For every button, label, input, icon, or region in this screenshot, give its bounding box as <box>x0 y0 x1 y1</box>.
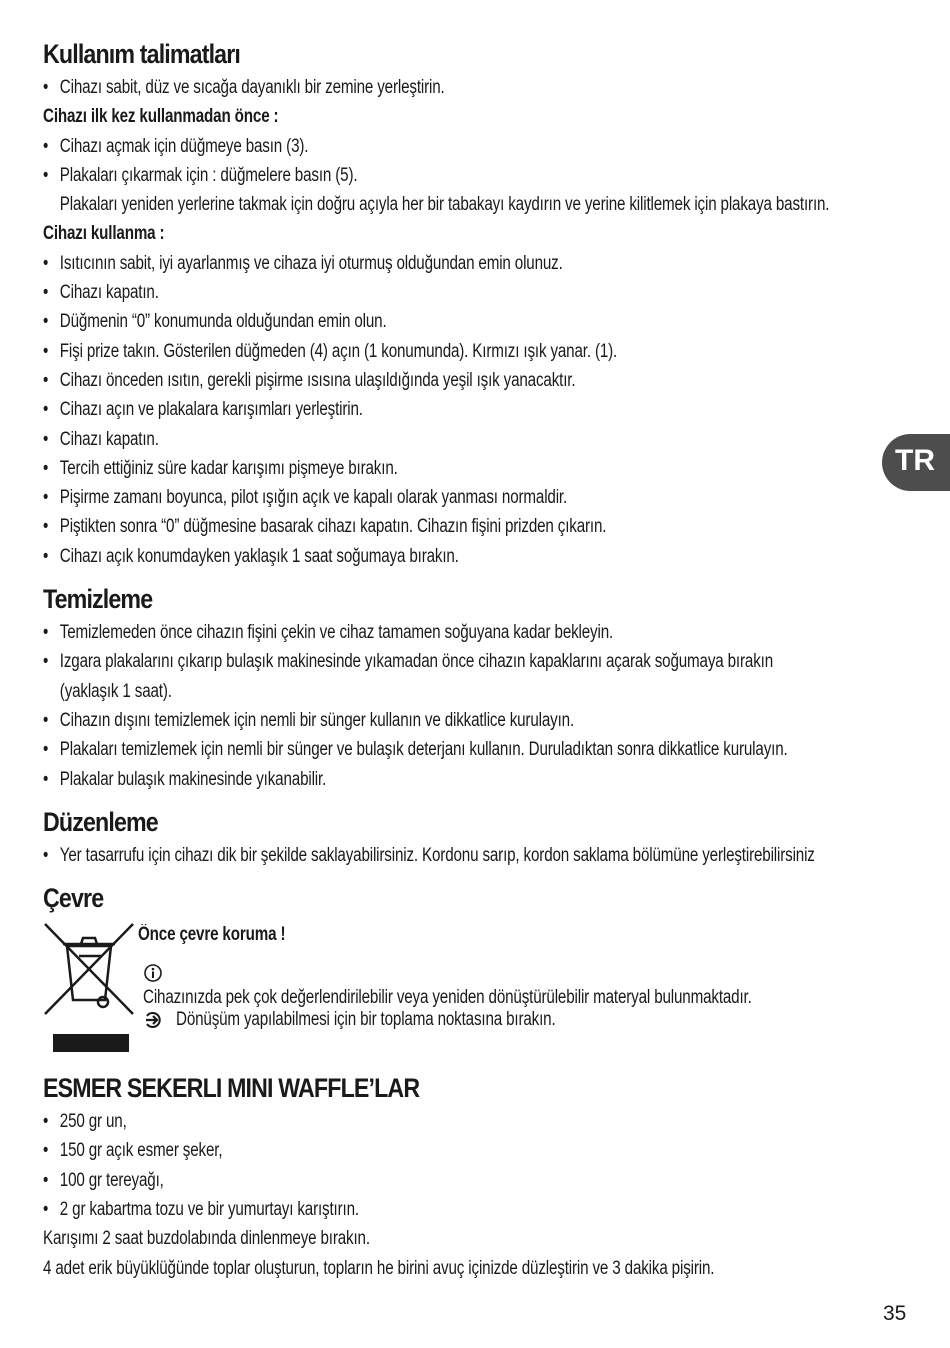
environment-heading: Önce çevre koruma ! <box>138 924 286 946</box>
list-item: • Cihazın dışını temizlemek için nemli bir sünger kullanın ve dikkatlice kurulayın. <box>43 706 747 735</box>
arrow-right-circle-icon <box>143 1010 163 1030</box>
list-item: • Izgara plakalarını çıkarıp bulaşık makinesinde yıkamadan önce cihazın kapaklarını açarak soğumaya bırakın <box>43 647 747 676</box>
subheading-first-use: Cihazı ilk kez kullanmadan önce : <box>43 106 279 128</box>
list-item: • 150 gr açık esmer şeker, <box>43 1136 747 1165</box>
environment-action-text: Dönüşüm yapılabilmesi için bir toplama noktasına bırakın. <box>176 1009 556 1031</box>
list-item-continuation: Plakaları yeniden yerlerine takmak için doğru açıyla her bir tabakayı kaydırın ve yerine kilitlemek için plakaya bastırın. <box>59 194 830 216</box>
environment-action-row <box>143 1005 651 1034</box>
list-item: • Pişirme zamanı boyunca, pilot ışığın açık ve kapalı olarak yanması normaldir. <box>43 483 747 512</box>
section-title-environment: Çevre <box>43 883 104 914</box>
list-item: • Fişi prize takın. Gösterilen düğmeden (4) açın (1 konumunda). Kırmızı ışık yanar. (1). <box>43 337 747 366</box>
list-item: • Plakaları temizlemek için nemli bir sünger ve bulaşık deterjanı kullanın. Duruladıktan sonra dikkatlice kurulayın. <box>43 735 747 764</box>
list-item: • 100 gr tereyağı, <box>43 1166 747 1195</box>
list-item: • 250 gr un, <box>43 1107 747 1136</box>
section-title-storage: Düzenleme <box>43 806 158 837</box>
info-circle-icon <box>143 963 163 983</box>
list-item: • Isıtıcının sabit, iyi ayarlanmış ve cihaza iyi oturmuş olduğundan emin olunuz. <box>43 249 747 278</box>
recipe-instruction: 4 adet erik büyüklüğünde toplar oluşturun, topların he birini avuç içinizde düzleştirin ve 3 dakika pişirin. <box>43 1257 715 1279</box>
recipe-instruction: Karışımı 2 saat buzdolabında dinlenmeye bırakın. <box>43 1228 370 1250</box>
page-number: 35 <box>883 1302 907 1325</box>
crossed-out-wheelie-bin-icon <box>43 922 135 1054</box>
list-item: • Cihazı açmak için düğmeye basın (3). <box>43 132 747 161</box>
environment-block <box>43 920 923 1060</box>
list-item: • 2 gr kabartma tozu ve bir yumurtayı karıştırın. <box>43 1195 747 1224</box>
list-item: • Cihazı açın ve plakalara karışımları yerleştirin. <box>43 395 747 424</box>
section-title-recipe: ESMER SEKERLI MINI WAFFLE’LAR <box>43 1073 420 1104</box>
language-tab-label: TR <box>895 444 935 477</box>
list-item: • Plakaları çıkarmak için : düğmelere basın (5). <box>43 161 747 190</box>
subheading-usage: Cihazı kullanma : <box>43 223 165 245</box>
list-item: • Cihazı kapatın. <box>43 278 747 307</box>
list-item: • Temizlemeden önce cihazın fişini çekin ve cihaz tamamen soğuyana kadar bekleyin. <box>43 618 747 647</box>
list-item: • Plakalar bulaşık makinesinde yıkanabilir. <box>43 765 747 794</box>
list-item: • Tercih ettiğiniz süre kadar karışımı pişmeye bırakın. <box>43 454 747 483</box>
list-item: • Cihazı kapatın. <box>43 425 747 454</box>
list-item: • Cihazı sabit, düz ve sıcağa dayanıklı bir zemine yerleştirin. <box>43 73 747 102</box>
list-item: • Yer tasarrufu için cihazı dik bir şekilde saklayabilirsiniz. Kordonu sarıp, kordon saklama bölümüne yerleştirebilirsiniz <box>43 841 747 870</box>
section-title-cleaning: Temizleme <box>43 584 153 615</box>
section-title-usage: Kullanım talimatları <box>43 39 241 69</box>
list-item-continuation: (yaklaşık 1 saat). <box>59 680 172 702</box>
list-item: • Piştikten sonra “0” düğmesine basarak cihazı kapatın. Cihazın fişini prizden çıkarın. <box>43 512 747 541</box>
environment-info-text: Cihazınızda pek çok değerlendirilebilir veya yeniden dönüştürülebilir materyal bulunmaktadır. <box>143 987 752 1009</box>
list-item: • Cihazı açık konumdayken yaklaşık 1 saat soğumaya bırakın. <box>43 542 747 571</box>
list-item: • Düğmenin “0” konumunda olduğundan emin olun. <box>43 307 747 336</box>
list-item: • Cihazı önceden ısıtın, gerekli pişirme ısısına ulaşıldığında yeşil ışık yanacaktır. <box>43 366 747 395</box>
document-page <box>43 38 923 1283</box>
